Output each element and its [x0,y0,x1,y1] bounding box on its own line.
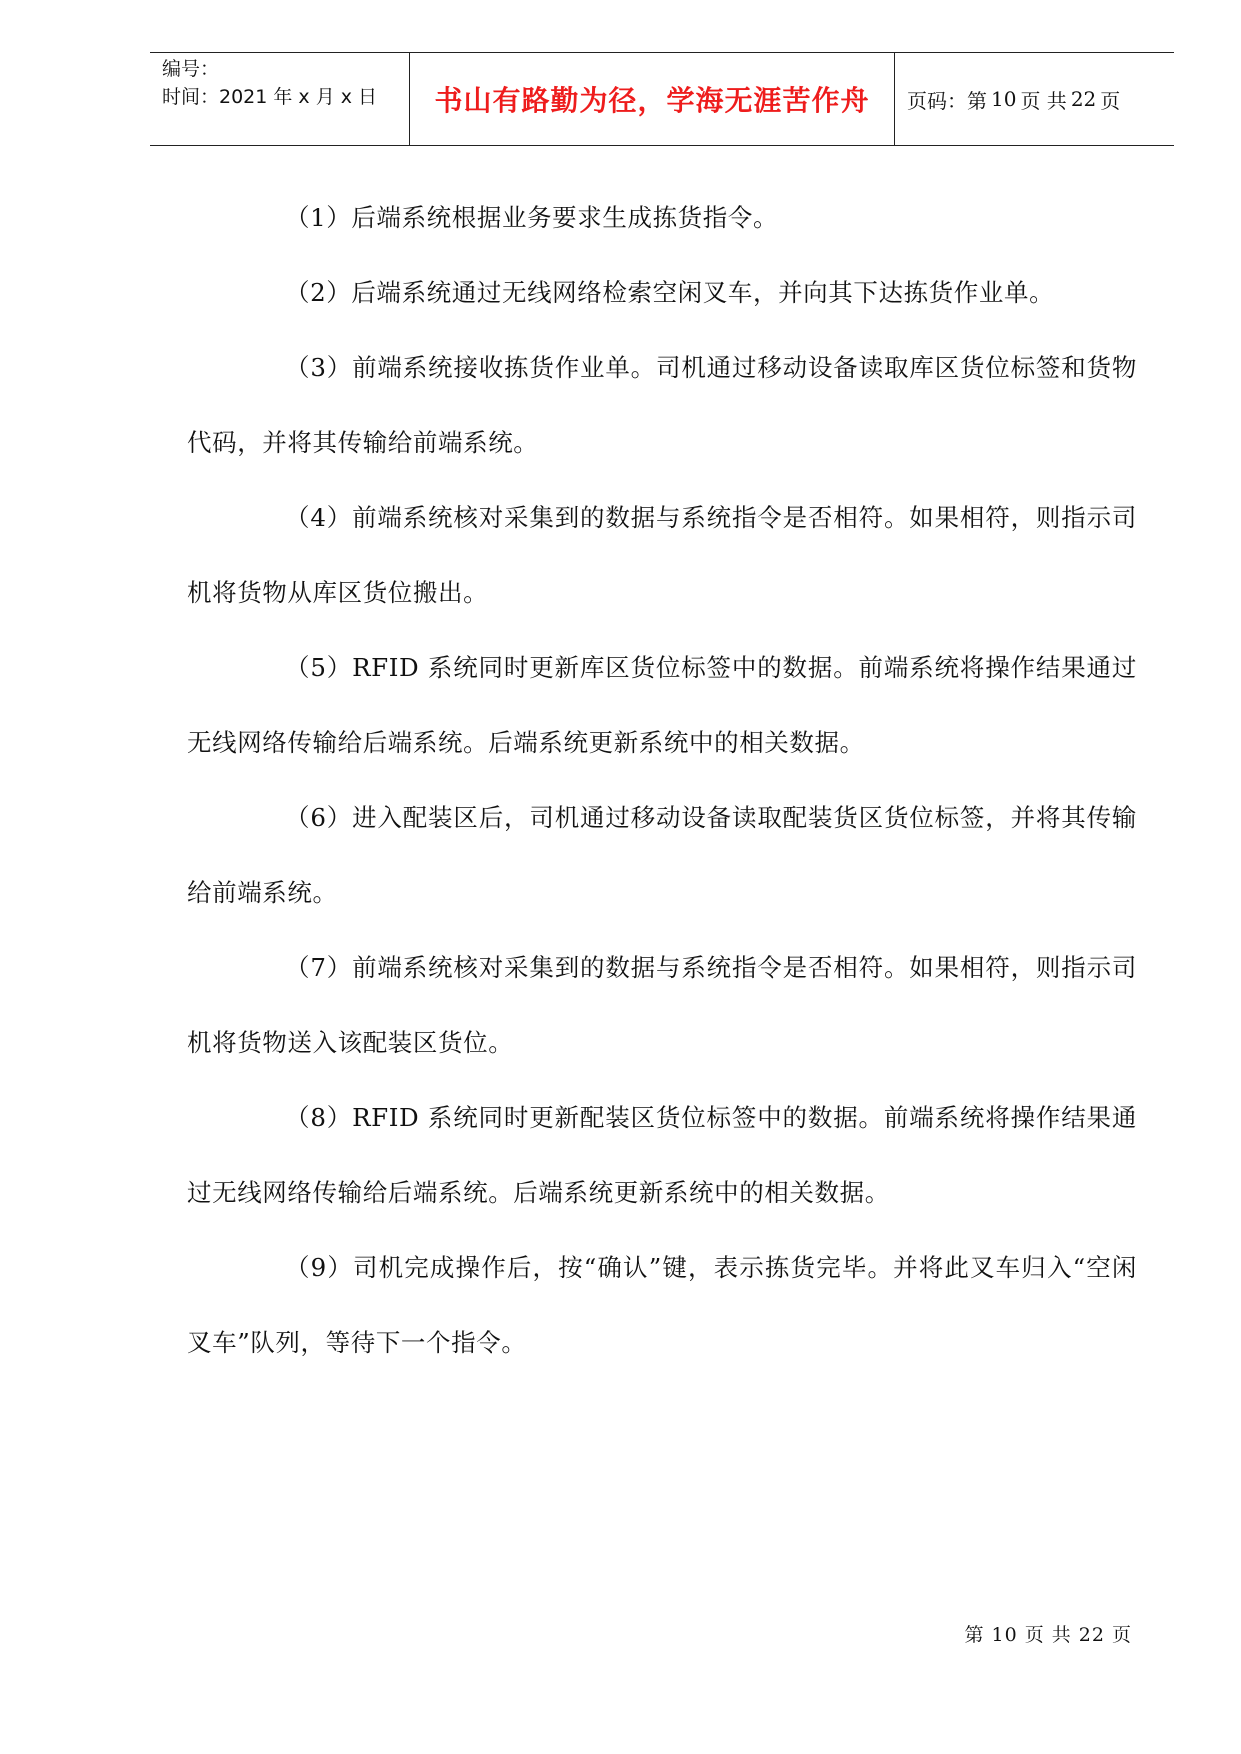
paragraph: （2）后端系统通过无线网络检索空闲叉车，并向其下达拣货作业单。 [285,278,1055,307]
page-suffix: 页 [1100,88,1121,113]
motto-text: 书山有路勤为径，学海无涯苦作舟 [434,84,870,117]
page-prefix: 页码：第 [907,88,987,113]
paragraph: （6）进入配装区后，司机通过移动设备读取配装货区货位标签，并将其传输给前端系统。 [187,803,1137,907]
paragraph: （7）前端系统核对采集到的数据与系统指令是否相符。如果相符，则指示司机将货物送入该配装区货位。 [187,953,1137,1057]
paragraph: （5）RFID 系统同时更新库区货位标签中的数据。前端系统将操作结果通过无线网络传输给后端系统。后端系统更新系统中的相关数据。 [187,653,1137,757]
page-total: 22 [1070,87,1097,111]
header-motto-cell [410,53,895,145]
page-mid: 页 共 [1020,88,1067,113]
paragraph: （9）司机完成操作后，按“确认”键，表示拣货完毕。并将此叉车归入“空闲叉车”队列，等待下一个指令。 [187,1253,1137,1357]
document-body [187,180,1137,1380]
page-current: 10 [991,87,1017,111]
header-meta-cell [150,53,410,145]
date-label: 时间：2021 年 x 月 x 日 [162,86,378,108]
code-label: 编号： [162,58,220,80]
paragraph: （4）前端系统核对采集到的数据与系统指令是否相符。如果相符，则指示司机将货物从库区货位搬出。 [187,503,1137,607]
page-footer: 第 10 页 共 22 页 [964,1624,1132,1646]
page-header [150,52,1174,146]
paragraph: （8）RFID 系统同时更新配装区货位标签中的数据。前端系统将操作结果通过无线网络传输给后端系统。后端系统更新系统中的相关数据。 [187,1103,1137,1207]
header-page-cell [895,53,1174,145]
paragraph: （3）前端系统接收拣货作业单。司机通过移动设备读取库区货位标签和货物代码，并将其传输给前端系统。 [187,353,1137,457]
paragraph: （1）后端系统根据业务要求生成拣货指令。 [285,203,779,232]
